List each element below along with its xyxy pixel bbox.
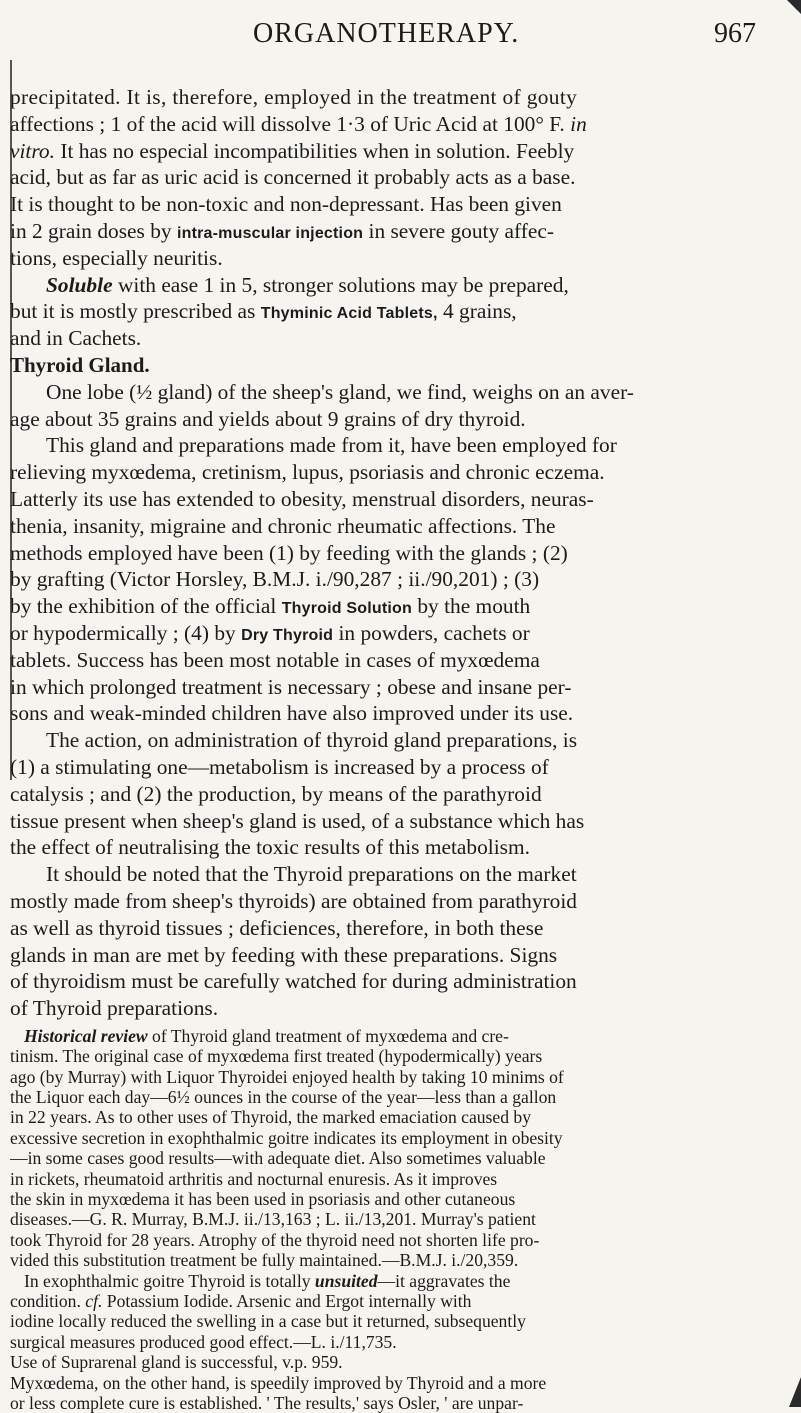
historical-review-block (10, 1026, 785, 1413)
page-number: 967 (714, 18, 756, 49)
text-line: acid, but as far as uric acid is concerned it probably acts as a base. (10, 165, 576, 190)
text-line: but it is mostly prescribed as Thyminic Acid Tablets, 4 grains, (10, 299, 517, 324)
text-line: In exophthalmic goitre Thyroid is totally unsuited—it aggravates the (24, 1270, 511, 1291)
text-line: methods employed have been (1) by feeding with the glands ; (2) (10, 540, 568, 565)
text-line: by grafting (Victor Horsley, B.M.J. i./90,287 ; ii./90,201) ; (3) (10, 567, 540, 592)
text-line: One lobe (½ gland) of the sheep's gland, we find, weighs on an aver- (46, 379, 634, 404)
text-line: Soluble with ease 1 in 5, stronger solutions may be prepared, (46, 272, 569, 297)
text-line: vitro. It has no especial incompatibilities when in solution. Feebly (10, 138, 575, 163)
text-line: Historical review of Thyroid gland treatment of myxœdema and cre- (24, 1025, 509, 1046)
text-line: catalysis ; and (2) the production, by means of the parathyroid (10, 781, 542, 806)
page-corner-mark-bottom (785, 1377, 801, 1407)
text-line: iodine locally reduced the swelling in a case but it returned, subsequently (10, 1311, 526, 1332)
text-line: excessive secretion in exophthalmic goitre indicates its employment in obesity (10, 1127, 563, 1148)
text-line: age about 35 grains and yields about 9 grains of dry thyroid. (10, 406, 526, 431)
text-line: Myxœdema, on the other hand, is speedily improved by Thyroid and a more (10, 1372, 547, 1393)
text-line: condition. cf. Potassium Iodide. Arsenic and Ergot internally with (10, 1290, 472, 1311)
page-corner-mark (787, 0, 801, 14)
text-line: This gland and preparations made from it, have been employed for (46, 433, 617, 458)
text-line: by the exhibition of the official Thyroid Solution by the mouth (10, 594, 531, 619)
text-line: It should be noted that the Thyroid preparations on the market (46, 862, 577, 887)
text-line: tissue present when sheep's gland is used, of a substance which has (10, 808, 585, 833)
text-line: The action, on administration of thyroid gland preparations, is (46, 728, 578, 753)
text-line: the skin in myxœdema it has been used in psoriasis and other cutaneous (10, 1189, 516, 1210)
text-line: surgical measures produced good effect.—L. i./11,735. (10, 1331, 397, 1352)
text-line: Latterly its use has extended to obesity, menstrual disorders, neuras- (10, 486, 594, 511)
text-line: diseases.—G. R. Murray, B.M.J. ii./13,163 ; L. ii./13,201. Murray's patient (10, 1209, 536, 1230)
text-line: vided this substitution treatment be fully maintained.—B.M.J. i./20,359. (10, 1250, 519, 1271)
section-heading: Thyroid Gland. (10, 352, 150, 377)
text-line: or less complete cure is established. ' The results,' says Osler, ' are unpar- (10, 1392, 524, 1413)
text-line: tions, especially neuritis. (10, 245, 223, 270)
text-line: as well as thyroid tissues ; deficiences, therefore, in both these (10, 915, 544, 940)
text-line: precipitated. It is, therefore, employed in the treatment of gouty (10, 85, 578, 109)
body-text (10, 84, 785, 1413)
text-line: took Thyroid for 28 years. Atrophy of the thyroid need not shorten life pro- (10, 1229, 540, 1250)
text-line: affections ; 1 of the acid will dissolve 1·3 of Uric Acid at 100° F. in (10, 111, 587, 136)
text-line: in which prolonged treatment is necessary ; obese and insane per- (10, 674, 572, 699)
text-line: and in Cachets. (10, 326, 142, 351)
text-line: or hypodermically ; (4) by Dry Thyroid in powders, cachets or (10, 620, 530, 645)
text-line: thenia, insanity, migraine and chronic rheumatic affections. The (10, 513, 556, 538)
text-line: in rickets, rheumatoid arthritis and nocturnal enuresis. As it improves (10, 1168, 498, 1189)
run-in-heading: Soluble (46, 272, 113, 297)
text-line: ago (by Murray) with Liquor Thyroidei enjoyed health by taking 10 minims of (10, 1066, 564, 1087)
page-header (0, 18, 801, 58)
text-line: of Thyroid preparations. (10, 996, 219, 1021)
text-line: sons and weak-minded children have also improved under its use. (10, 701, 574, 726)
text-line: tinism. The original case of myxœdema first treated (hypodermically) years (10, 1046, 543, 1067)
text-line: —in some cases good results—with adequate diet. Also sometimes valuable (10, 1148, 546, 1169)
running-head: ORGANOTHERAPY. (253, 18, 520, 49)
text-line: Use of Suprarenal gland is successful, v.p. 959. (10, 1352, 343, 1373)
text-line: the Liquor each day—6½ ounces in the course of the year—less than a gallon (10, 1087, 557, 1108)
text-line: relieving myxœdema, cretinism, lupus, psoriasis and chronic eczema. (10, 460, 605, 485)
text-line: tablets. Success has been most notable in cases of myxœdema (10, 647, 540, 672)
text-line: in 2 grain doses by intra-muscular injection in severe gouty affec- (10, 218, 554, 243)
text-line: of thyroidism must be carefully watched for during administration (10, 969, 577, 994)
run-in-heading: Historical review (24, 1025, 148, 1046)
text-line: glands in man are met by feeding with these preparations. Signs (10, 942, 558, 967)
text-line: in 22 years. As to other uses of Thyroid, the marked emaciation caused by (10, 1107, 531, 1128)
text-line: the effect of neutralising the toxic results of this metabolism. (10, 835, 530, 860)
text-line: It is thought to be non-toxic and non-depressant. Has been given (10, 192, 562, 217)
text-line: mostly made from sheep's thyroids) are obtained from parathyroid (10, 888, 577, 913)
text-line: (1) a stimulating one—metabolism is increased by a process of (10, 754, 549, 779)
